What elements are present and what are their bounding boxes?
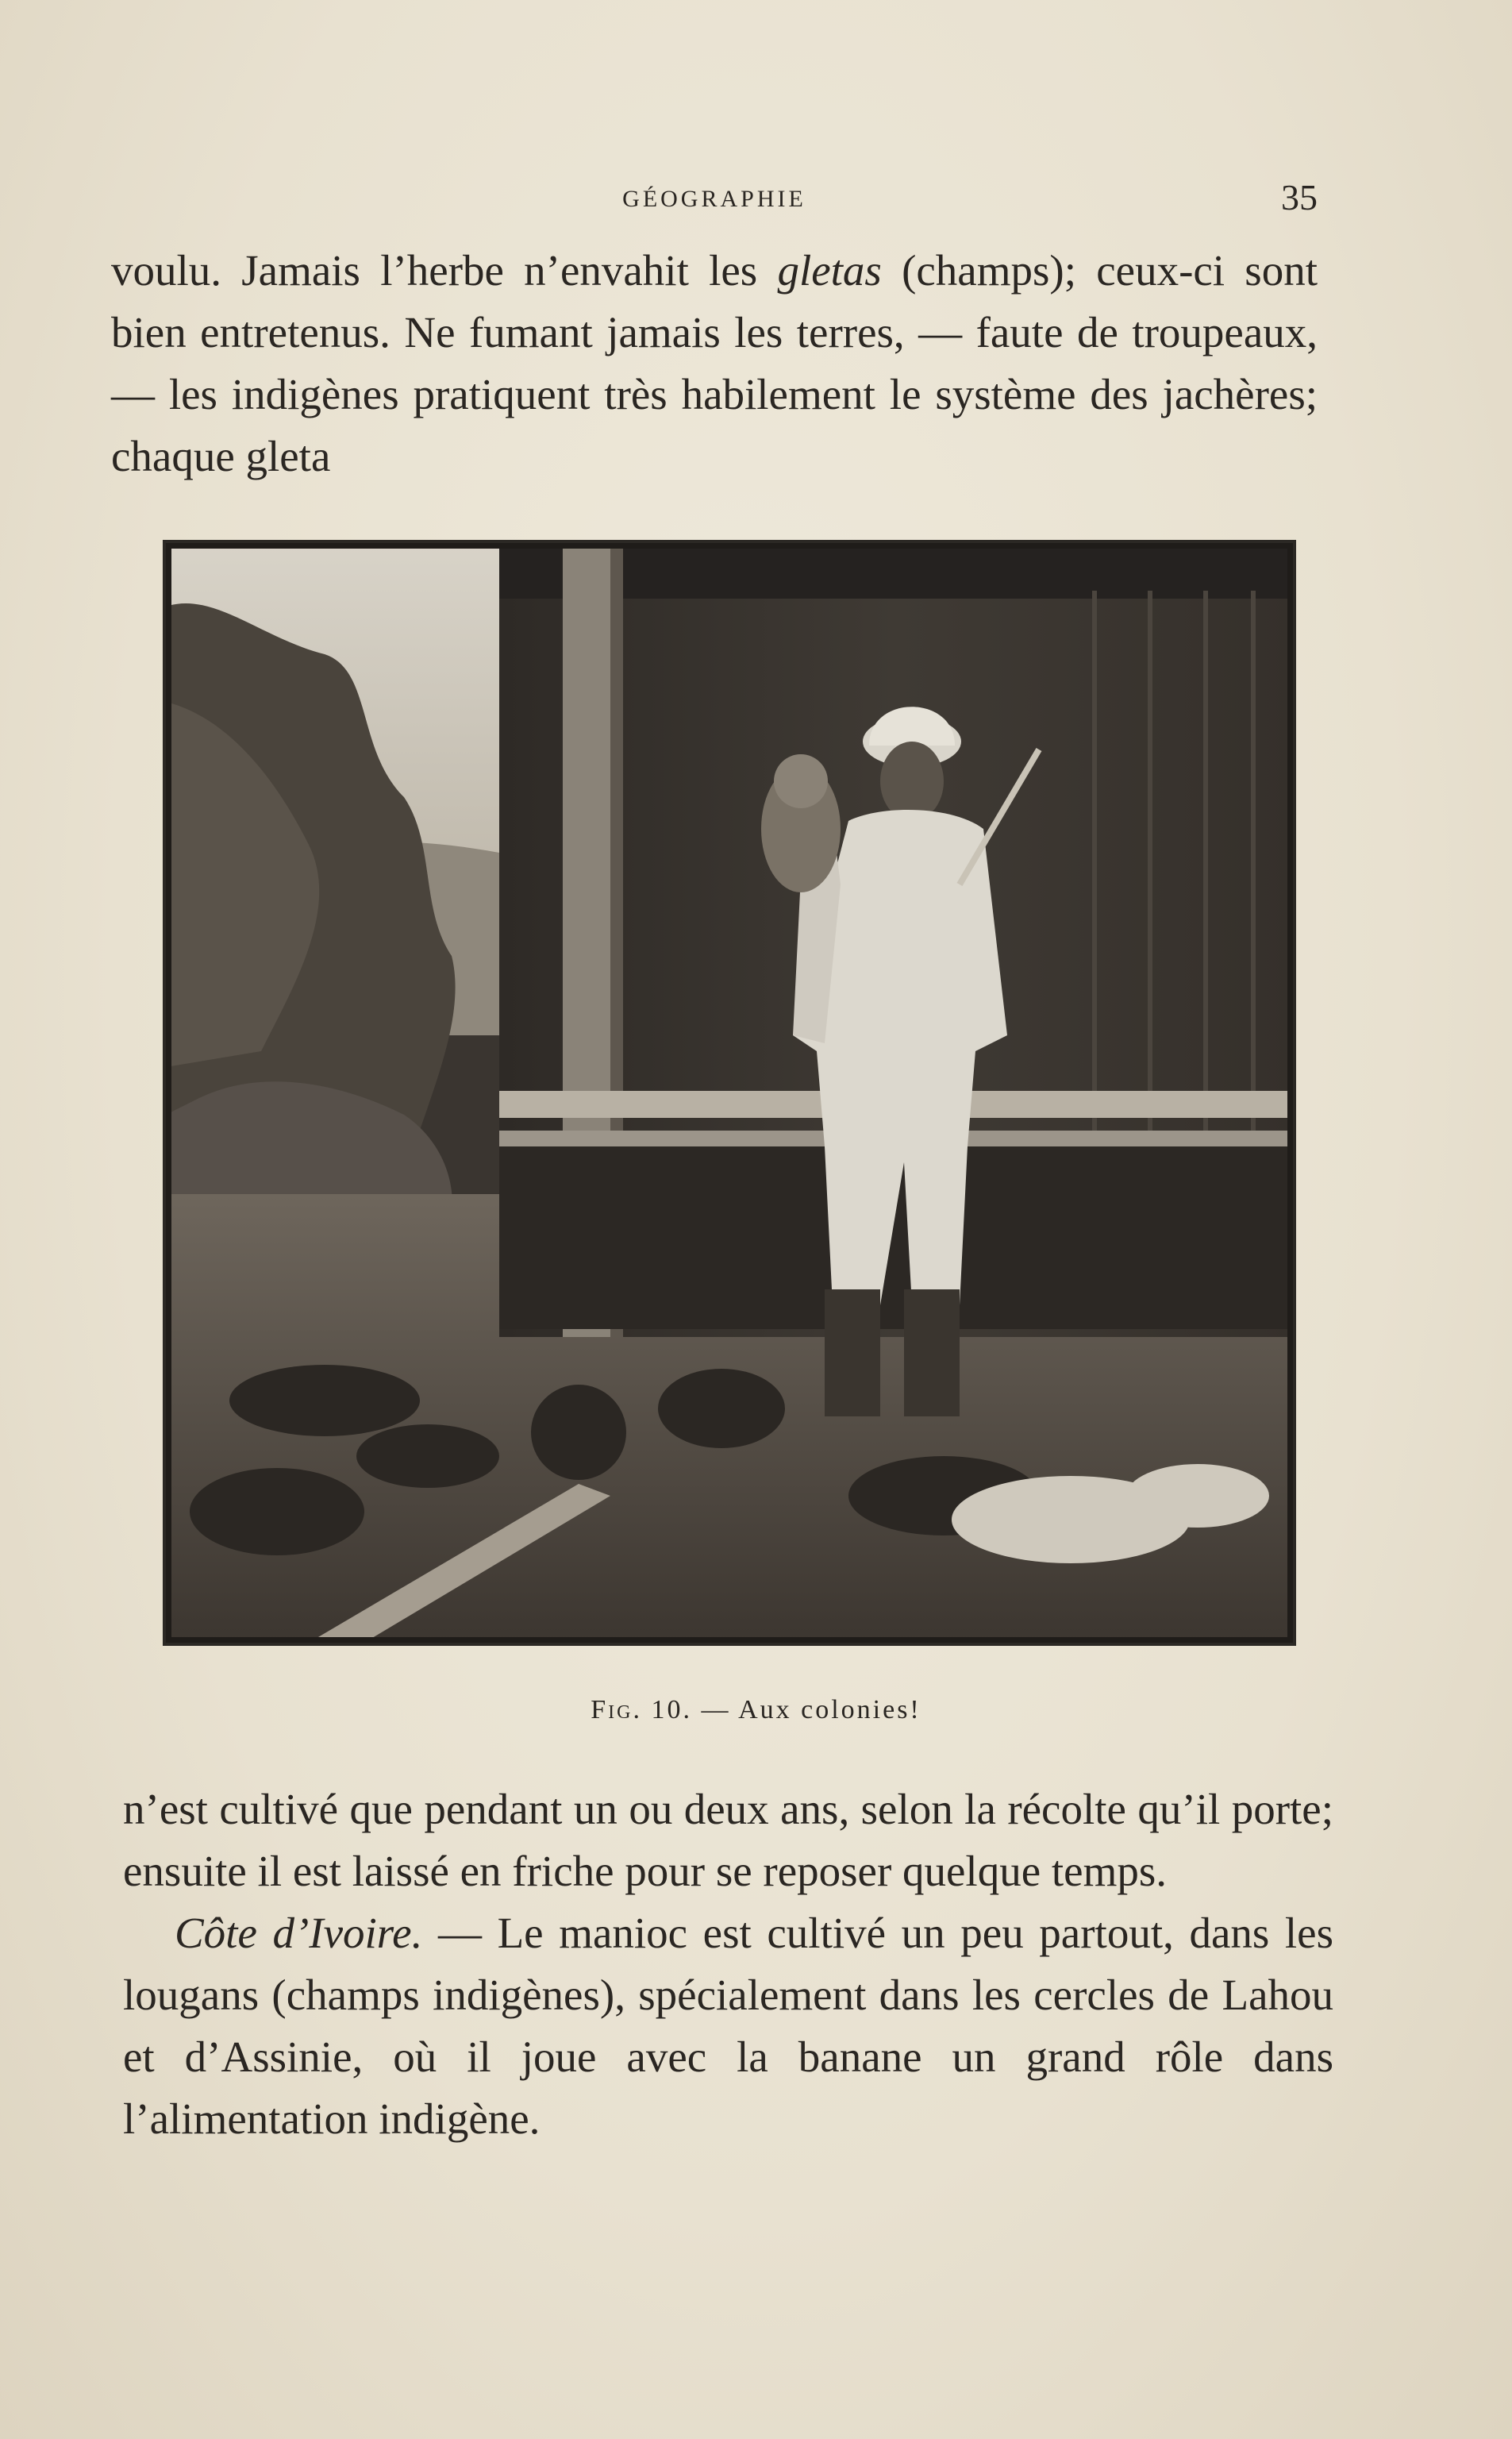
running-title: GÉOGRAPHIE	[622, 186, 806, 212]
italic-heading-cote-divoire: Côte d’Ivoire.	[175, 1909, 423, 1957]
italic-term-gletas: gletas	[777, 246, 882, 295]
paragraph-3	[123, 1902, 1333, 2150]
photograph-illustration	[166, 543, 1293, 1643]
paragraph-1-start: voulu. Jamais l’herbe n’envahit les	[111, 246, 778, 295]
figure-caption	[0, 1695, 1512, 1725]
paragraph-1-end: (champs); ceux-ci sont bien entretenus. Ne fumant jamais les terres, — faute de troupeaux, — les indigènes pratiquent très habilement le système des jachères; chaque gleta	[111, 246, 1318, 480]
paragraph-3-text: — Le manioc est cultivé un peu partout, dans les lougans (champs indigènes), spécialement dans les cercles de Lahou et d’Assinie, où il joue avec la banane un grand rôle dans l’alimentation indigène.	[123, 1909, 1333, 2143]
paragraph-1	[111, 240, 1318, 487]
figure-photograph	[163, 540, 1296, 1646]
page-number: 35	[1281, 177, 1318, 218]
figure-caption-label: Fig. 10.	[591, 1695, 692, 1724]
figure-caption-text: — Aux colonies!	[691, 1695, 921, 1724]
running-head	[111, 176, 1318, 224]
body-text-top	[111, 240, 1318, 487]
body-text-bottom	[123, 1778, 1333, 2150]
paragraph-2: n’est cultivé que pendant un ou deux ans, selon la récolte qu’il porte; ensuite il est laissé en friche pour se reposer quelque temps.	[123, 1785, 1333, 1895]
